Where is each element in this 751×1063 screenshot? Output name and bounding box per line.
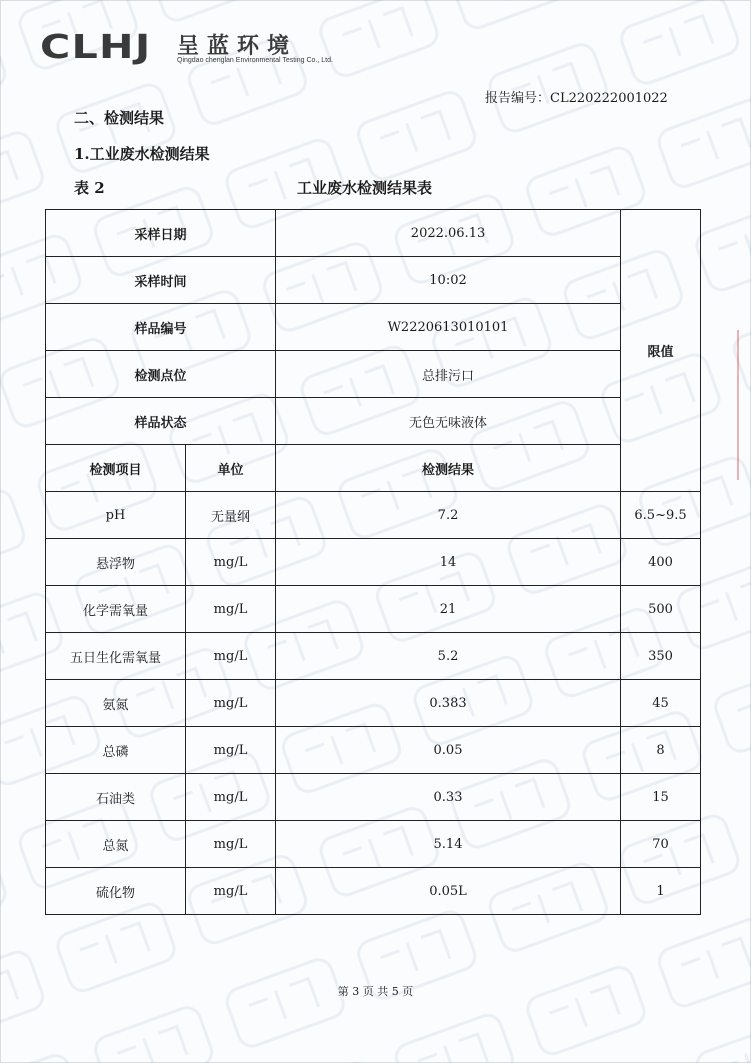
cell-unit: mg/L bbox=[186, 586, 276, 633]
cell-item: 硫化物 bbox=[46, 868, 186, 915]
table-title: 工业废水检测结果表 bbox=[297, 179, 433, 197]
logo-mark: CLHJ bbox=[40, 27, 152, 66]
table-row bbox=[46, 257, 701, 304]
page-footer: 第 3 页 共 5 页 bbox=[337, 985, 414, 998]
cell-result: 21 bbox=[276, 586, 621, 633]
cell-limit: 500 bbox=[621, 586, 701, 633]
company-name-en: Qingdao chenglan Environmental Testing Co., Ltd. bbox=[177, 57, 333, 64]
cell-unit: 无量纲 bbox=[186, 492, 276, 539]
cell-limit: 45 bbox=[621, 680, 701, 727]
table-row bbox=[46, 727, 701, 774]
table-row bbox=[46, 868, 701, 915]
table-row bbox=[46, 492, 701, 539]
table-row bbox=[46, 821, 701, 868]
report-number: 报告编号：CL220222001022 bbox=[485, 91, 668, 106]
table-row bbox=[46, 210, 701, 257]
table-row bbox=[46, 633, 701, 680]
sample-id-label: 样品编号 bbox=[46, 304, 276, 351]
cell-limit: 8 bbox=[621, 727, 701, 774]
sample-date-value: 2022.06.13 bbox=[276, 210, 621, 257]
sample-time-label: 采样时间 bbox=[46, 257, 276, 304]
sample-state-value: 无色无味液体 bbox=[276, 398, 621, 445]
sample-id-value: W2220613010101 bbox=[276, 304, 621, 351]
cell-item: 氨氮 bbox=[46, 680, 186, 727]
cell-result: 0.383 bbox=[276, 680, 621, 727]
cell-item: 总磷 bbox=[46, 727, 186, 774]
seal-edge-mark bbox=[737, 330, 751, 480]
table-label: 表 2 bbox=[74, 179, 105, 197]
sample-point-label: 检测点位 bbox=[46, 351, 276, 398]
cell-limit: 6.5~9.5 bbox=[621, 492, 701, 539]
cell-item: 五日生化需氧量 bbox=[46, 633, 186, 680]
company-name-cn: 呈蓝环境 bbox=[177, 34, 298, 59]
cell-unit: mg/L bbox=[186, 821, 276, 868]
column-header-result: 检测结果 bbox=[276, 445, 621, 492]
table-row bbox=[46, 351, 701, 398]
table-header-row bbox=[46, 445, 701, 492]
table-row bbox=[46, 398, 701, 445]
cell-item: 化学需氧量 bbox=[46, 586, 186, 633]
sample-state-label: 样品状态 bbox=[46, 398, 276, 445]
cell-result: 7.2 bbox=[276, 492, 621, 539]
cell-item: 石油类 bbox=[46, 774, 186, 821]
cell-unit: mg/L bbox=[186, 539, 276, 586]
cell-result: 0.05 bbox=[276, 727, 621, 774]
sample-date-label: 采样日期 bbox=[46, 210, 276, 257]
cell-item: 总氮 bbox=[46, 821, 186, 868]
section-heading: 二、检测结果 bbox=[74, 109, 165, 127]
cell-item: pH bbox=[46, 492, 186, 539]
cell-unit: mg/L bbox=[186, 680, 276, 727]
cell-unit: mg/L bbox=[186, 633, 276, 680]
column-header-item: 检测项目 bbox=[46, 445, 186, 492]
subsection-heading: 1.工业废水检测结果 bbox=[74, 145, 210, 163]
cell-limit: 1 bbox=[621, 868, 701, 915]
cell-limit: 350 bbox=[621, 633, 701, 680]
cell-unit: mg/L bbox=[186, 774, 276, 821]
table-row bbox=[46, 774, 701, 821]
cell-result: 14 bbox=[276, 539, 621, 586]
sample-point-value: 总排污口 bbox=[276, 351, 621, 398]
cell-limit: 70 bbox=[621, 821, 701, 868]
limit-header: 限值 bbox=[621, 210, 701, 492]
table-row bbox=[46, 680, 701, 727]
cell-result: 0.33 bbox=[276, 774, 621, 821]
table-row bbox=[46, 586, 701, 633]
cell-unit: mg/L bbox=[186, 868, 276, 915]
cell-result: 5.2 bbox=[276, 633, 621, 680]
column-header-unit: 单位 bbox=[186, 445, 276, 492]
table-row bbox=[46, 539, 701, 586]
cell-limit: 400 bbox=[621, 539, 701, 586]
sample-time-value: 10:02 bbox=[276, 257, 621, 304]
cell-item: 悬浮物 bbox=[46, 539, 186, 586]
cell-result: 0.05L bbox=[276, 868, 621, 915]
results-table bbox=[45, 209, 701, 915]
cell-unit: mg/L bbox=[186, 727, 276, 774]
cell-result: 5.14 bbox=[276, 821, 621, 868]
table-row bbox=[46, 304, 701, 351]
cell-limit: 15 bbox=[621, 774, 701, 821]
